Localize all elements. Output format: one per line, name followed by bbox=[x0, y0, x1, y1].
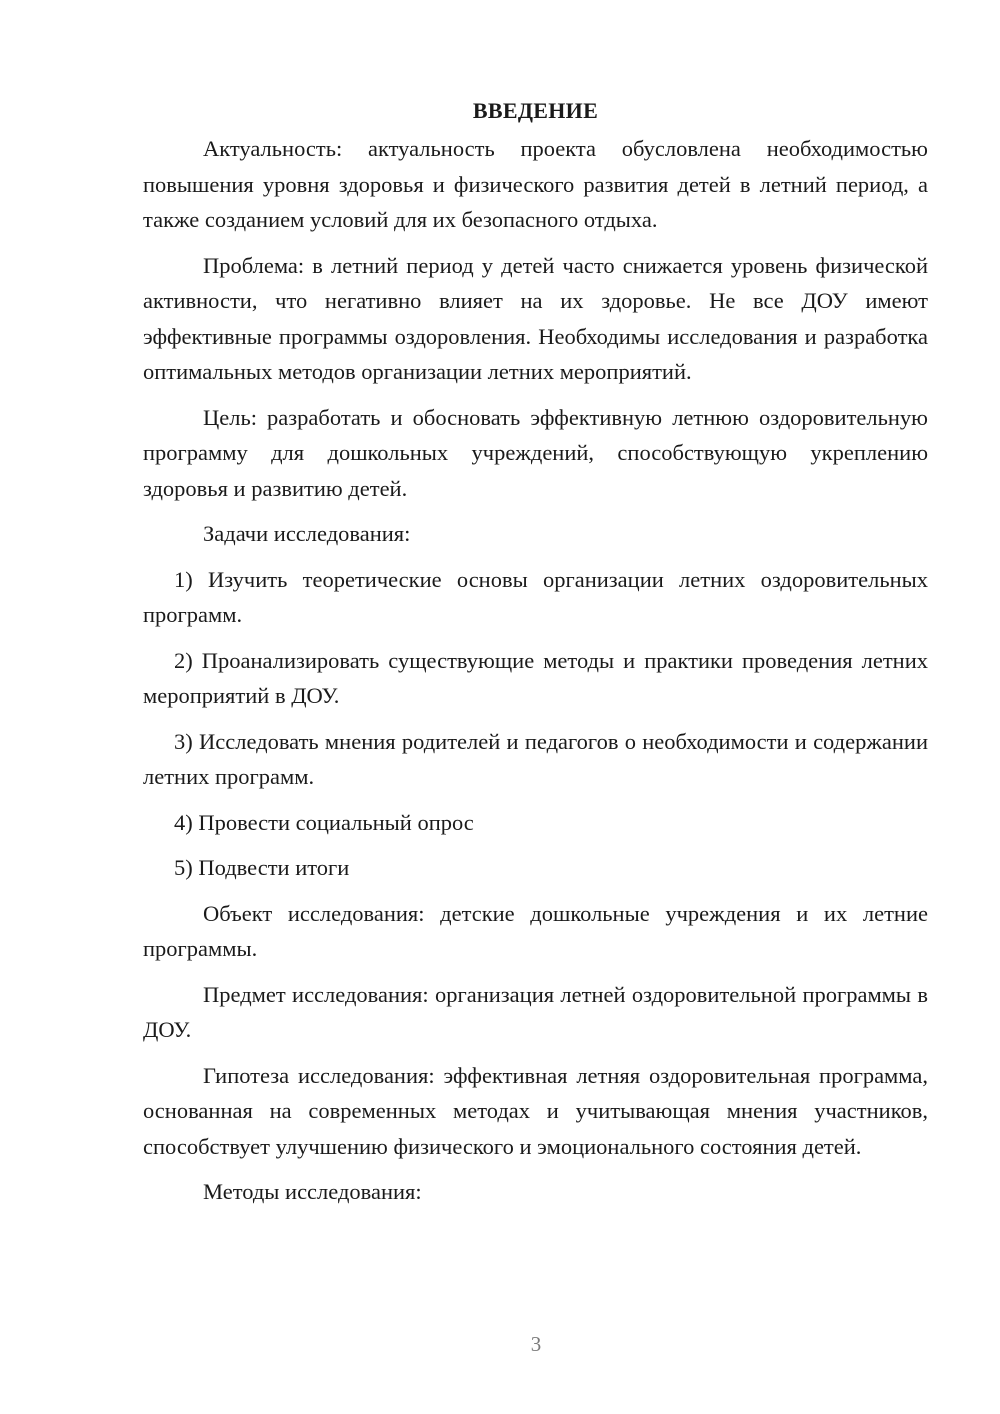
task-item: 5) Подвести итоги bbox=[174, 855, 350, 880]
tasks-heading: Задачи исследования: bbox=[203, 521, 411, 546]
tasks-list bbox=[143, 562, 928, 886]
task-item: 2) Проанализировать существующие методы и практики проведения летних мероприятий в ДОУ. bbox=[143, 647, 928, 708]
paragraph-object: Объект исследования: детские дошкольные учреждения и их летние программы. bbox=[143, 900, 928, 961]
page-number: 3 bbox=[530, 1332, 542, 1356]
methods-heading: Методы исследования: bbox=[203, 1179, 422, 1204]
paragraph-hypothesis: Гипотеза исследования: эффективная летняя оздоровительная программа, основанная на современных методах и учитывающая мнения участников, способствует улучшению физического и эмоционального состояния детей. bbox=[143, 1062, 928, 1159]
paragraph-goal: Цель: разработать и обосновать эффективную летнюю оздоровительную программу для дошкольных учреждений, способствующую укреплению здоровья и развитию детей. bbox=[143, 404, 928, 501]
task-item: 4) Провести социальный опрос bbox=[174, 809, 474, 835]
document-page bbox=[143, 93, 928, 1220]
task-item: 1) Изучить теоретические основы организации летних оздоровительных программ. bbox=[143, 566, 928, 627]
paragraph-subject: Предмет исследования: организация летней оздоровительной программы в ДОУ. bbox=[143, 981, 928, 1042]
document-title: ВВЕДЕНИЕ bbox=[472, 98, 599, 123]
task-item: 3) Исследовать мнения родителей и педагогов о необходимости и содержании летних программ. bbox=[143, 728, 928, 789]
paragraph-relevance: Актуальность: актуальность проекта обусловлена необходимостью повышения уровня здоровья и физического развития детей в летний период, а также созданием условий для их безопасного отдыха. bbox=[143, 136, 928, 232]
paragraph-problem: Проблема: в летний период у детей часто снижается уровень физической активности, что негативно влияет на их здоровье. Не все ДОУ имеют эффективные программы оздоровления. Необходимы исследования и разработка оптимальных методов организации летних мероприятий. bbox=[143, 252, 928, 384]
